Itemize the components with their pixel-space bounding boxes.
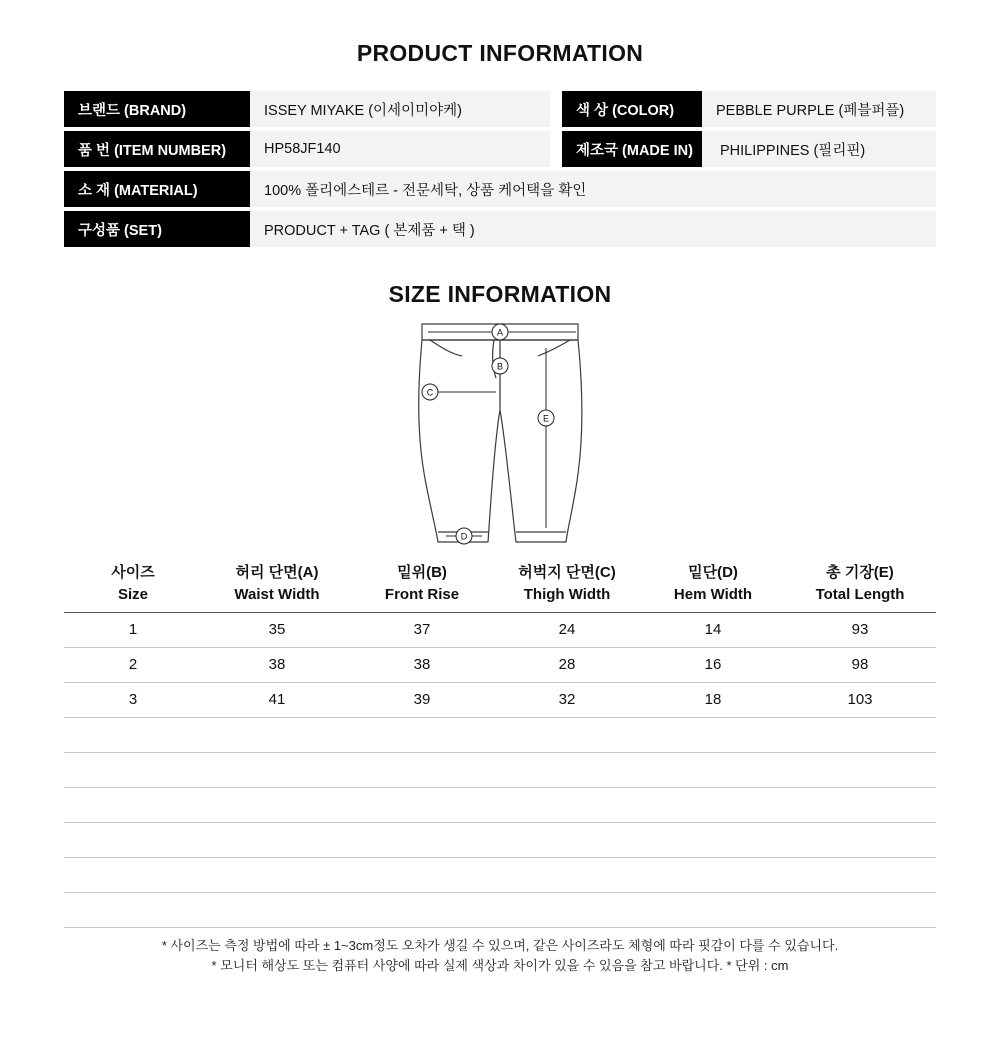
table-row: [64, 211, 936, 247]
table-row: [64, 171, 936, 207]
table-row-empty: [64, 717, 936, 752]
cell-total-length: 98: [784, 647, 936, 682]
material-label: 소 재 (MATERIAL): [64, 171, 250, 207]
color-label: 색 상 (COLOR): [562, 91, 702, 127]
table-row: [64, 91, 936, 127]
table-row-empty: [64, 892, 936, 927]
col-header-total-length-en: Total Length: [815, 585, 905, 603]
brand-label: 브랜드 (BRAND): [64, 91, 250, 127]
col-header-total-length: [784, 560, 936, 612]
cell-total-length: 93: [784, 612, 936, 647]
product-detail-page: [0, 40, 1000, 1040]
col-header-thigh-en: Thigh Width: [523, 585, 611, 603]
cell-size: 1: [64, 612, 202, 647]
cell-hem: 18: [642, 682, 784, 717]
size-information-table: [64, 560, 936, 928]
cell-front-rise: 37: [352, 612, 492, 647]
pants-diagram-svg: [370, 314, 630, 554]
cell-thigh: 24: [492, 612, 642, 647]
cell-size: 3: [64, 682, 202, 717]
size-table-header-row: [64, 560, 936, 612]
table-row: [64, 682, 936, 717]
marker-d: D: [460, 531, 468, 542]
cell-waist: 41: [202, 682, 352, 717]
cell-waist: 35: [202, 612, 352, 647]
col-header-front-rise-en: Front Rise: [384, 585, 460, 603]
table-row-empty: [64, 822, 936, 857]
col-header-hem: [642, 560, 784, 612]
col-header-size: [64, 560, 202, 612]
col-header-thigh: [492, 560, 642, 612]
set-value: PRODUCT + TAG ( 본제품 + 택 ): [250, 211, 936, 247]
made-in-value: PHILIPPINES (필리핀): [702, 131, 936, 167]
col-header-waist-ko: 허리 단면(A): [235, 564, 319, 581]
col-header-front-rise: [352, 560, 492, 612]
col-header-size-ko: 사이즈: [111, 564, 155, 581]
col-header-size-en: Size: [117, 585, 148, 603]
footnote-measurement: * 사이즈는 측정 방법에 따라 ± 1~3cm정도 오차가 생길 수 있으며, 같은 사이즈라도 체형에 따라 핏감이 다를 수 있습니다.: [161, 937, 839, 953]
cell-front-rise: 39: [352, 682, 492, 717]
table-row: [64, 647, 936, 682]
item-number-value: HP58JF140: [250, 131, 550, 167]
made-in-label: 제조국 (MADE IN): [562, 131, 702, 167]
table-row: [64, 612, 936, 647]
material-value: 100% 폴리에스테르 - 전문세탁, 상품 케어택을 확인: [250, 171, 936, 207]
marker-a: A: [496, 327, 504, 338]
table-row: [64, 131, 936, 167]
col-header-waist: [202, 560, 352, 612]
marker-e: E: [542, 413, 550, 424]
marker-b: B: [496, 361, 504, 372]
cell-waist: 38: [202, 647, 352, 682]
set-label: 구성품 (SET): [64, 211, 250, 247]
cell-size: 2: [64, 647, 202, 682]
footnotes: [64, 936, 936, 978]
pants-measurement-diagram: [0, 314, 1000, 554]
cell-thigh: 28: [492, 647, 642, 682]
cell-total-length: 103: [784, 682, 936, 717]
cell-thigh: 32: [492, 682, 642, 717]
col-header-waist-en: Waist Width: [234, 585, 320, 603]
col-header-thigh-ko: 허벅지 단면(C): [518, 564, 616, 581]
cell-hem: 14: [642, 612, 784, 647]
col-header-hem-ko: 밑단(D): [688, 564, 738, 581]
brand-value: ISSEY MIYAKE (이세이미야케): [250, 91, 550, 127]
cell-front-rise: 38: [352, 647, 492, 682]
size-information-title: SIZE INFORMATION: [388, 281, 612, 307]
col-header-front-rise-ko: 밑위(B): [397, 564, 447, 581]
marker-c: C: [426, 387, 434, 398]
color-value: PEBBLE PURPLE (페블퍼플): [702, 91, 936, 127]
footnote-color: * 모니터 해상도 또는 컴퓨터 사양에 따라 실제 색상과 차이가 있을 수 있음을 참고 바랍니다. * 단위 : cm: [211, 958, 789, 974]
product-information-title: PRODUCT INFORMATION: [356, 40, 644, 66]
table-row-empty: [64, 857, 936, 892]
product-information-table: [64, 91, 936, 247]
column-spacer: [550, 131, 562, 167]
column-spacer: [550, 91, 562, 127]
col-header-total-length-ko: 총 기장(E): [826, 564, 894, 581]
col-header-hem-en: Hem Width: [673, 585, 753, 603]
item-number-label: 품 번 (ITEM NUMBER): [64, 131, 250, 167]
cell-hem: 16: [642, 647, 784, 682]
table-row-empty: [64, 752, 936, 787]
table-row-empty: [64, 787, 936, 822]
